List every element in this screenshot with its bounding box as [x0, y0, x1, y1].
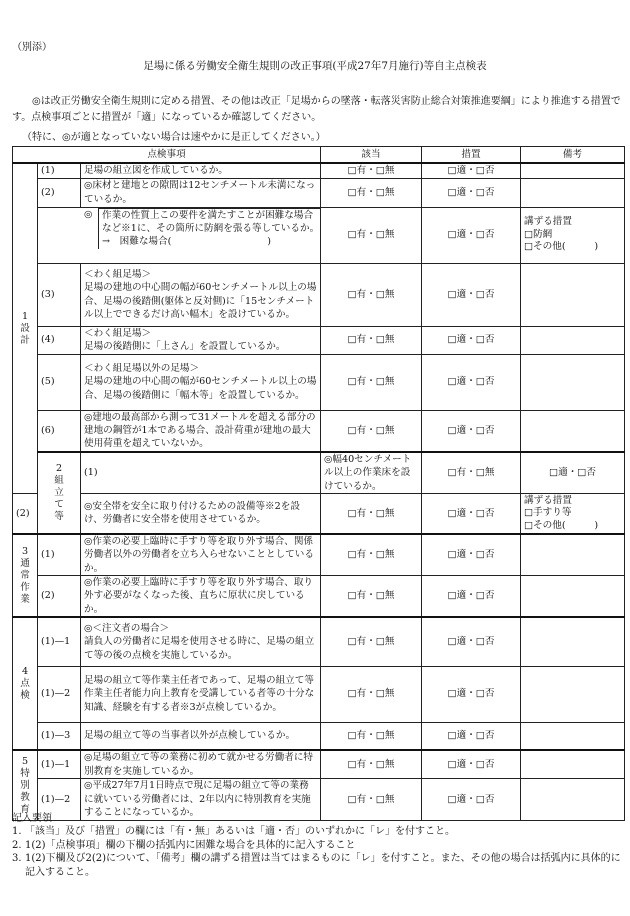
- table-row: [13, 494, 625, 534]
- remarks-measures[interactable]: 講ずる措置 □手すり等 □その他( ): [521, 494, 625, 534]
- table-row: [13, 617, 625, 666]
- section-1-cell: [13, 163, 38, 494]
- instructions-heading: 記入要領: [12, 813, 52, 824]
- remarks-measures[interactable]: 講ずる措置 □防網 □その他( ): [521, 207, 625, 263]
- applicable-checkbox[interactable]: □有・□無: [321, 666, 422, 722]
- row-item: ◎平成27年7月1日時点で現に足場の組立て等の業務に就いている労働者には、2年以内に特別教育を実施することになっているか。: [81, 778, 321, 820]
- measure-checkbox[interactable]: □適・□否: [422, 494, 521, 534]
- header-applicable: 該当: [321, 147, 422, 164]
- instruction-line: 1. 「該当」及び「措置」の欄には「有・無」あるいは「適・否」のいずれかに「レ」を付すこと。: [12, 826, 455, 838]
- row-number: (1)—1: [38, 750, 81, 778]
- instructions: [12, 812, 624, 879]
- row-number: (3): [38, 263, 81, 326]
- section-5-cell: [13, 750, 38, 820]
- table-row: [13, 575, 625, 617]
- table-row: [13, 722, 625, 750]
- section-label: 組立て等: [54, 475, 64, 523]
- measure-checkbox[interactable]: □適・□否: [422, 163, 521, 178]
- row-number: (1)—1: [38, 617, 81, 666]
- remarks-cell: [521, 534, 625, 576]
- measure-checkbox[interactable]: □適・□否: [422, 207, 521, 263]
- table-row: [13, 452, 625, 494]
- applicable-checkbox[interactable]: □有・□無: [321, 534, 422, 576]
- row-number: (1): [38, 163, 81, 178]
- remarks-cell: [521, 410, 625, 452]
- table-row: [13, 354, 625, 410]
- section-label: 特別教育: [20, 768, 30, 816]
- remarks-cell: [521, 750, 625, 778]
- section-4-cell: [13, 617, 38, 750]
- table-row: [13, 326, 625, 354]
- row-item: ◎作業の必要上臨時に手すり等を取り外す場合、関係労働者以外の労働者を立ち入らせないこととしているか。: [81, 534, 321, 576]
- measure-checkbox[interactable]: □適・□否: [422, 750, 521, 778]
- applicable-checkbox[interactable]: □有・□無: [321, 207, 422, 263]
- section-label: 点検: [20, 678, 30, 702]
- measure-checkbox[interactable]: □適・□否: [521, 452, 625, 494]
- row-number: (5): [38, 354, 81, 410]
- applicable-checkbox[interactable]: □有・□無: [321, 163, 422, 178]
- measure-checkbox[interactable]: □適・□否: [422, 410, 521, 452]
- applicable-checkbox[interactable]: □有・□無: [321, 354, 422, 410]
- remarks-cell: [521, 354, 625, 410]
- row-item: ◎＜注文者の場合＞ 請負人の労働者に足場を使用させる時に、足場の組立て等の後の点検を実施しているか。: [81, 617, 321, 666]
- row-number: (1)—2: [38, 778, 81, 820]
- remarks-cell: [521, 163, 625, 178]
- table-row: [13, 263, 625, 326]
- table-row: [13, 178, 625, 207]
- remarks-cell: [521, 326, 625, 354]
- section-number: 5: [21, 755, 29, 767]
- measure-checkbox[interactable]: □適・□否: [422, 354, 521, 410]
- measure-checkbox[interactable]: □適・□否: [422, 263, 521, 326]
- row-number: (1): [38, 534, 81, 576]
- applicable-checkbox[interactable]: □有・□無: [321, 494, 422, 534]
- row-item: ＜わく組足場以外の足場＞ 足場の建地の中心間の幅が60センチメートル以上の場合、足場の後踏側に「幅木等」を設置しているか。: [81, 354, 321, 410]
- document-title: 足場に係る労働安全衛生規則の改正事項(平成27年7月施行)等自主点検表: [143, 60, 487, 72]
- header-measure: 措置: [422, 147, 521, 164]
- header-item: 点検事項: [13, 147, 321, 164]
- applicable-checkbox[interactable]: □有・□無: [321, 617, 422, 666]
- remarks-cell: [521, 617, 625, 666]
- difficult-case-field[interactable]: → 困難な場合( ): [102, 236, 272, 248]
- annex-label: （別添）: [12, 42, 52, 53]
- section-label: 通常作業: [20, 557, 30, 605]
- applicable-checkbox[interactable]: □有・□無: [321, 778, 422, 820]
- section-number: 4: [21, 665, 29, 677]
- applicable-checkbox[interactable]: □有・□無: [321, 722, 422, 750]
- row-item: ◎作業の必要上臨時に手すり等を取り外す場合、取り外す必要がなくなった後、直ちに原状に戻しているか。: [81, 575, 321, 617]
- checklist-table: [12, 146, 625, 821]
- remarks-cell: [521, 178, 625, 207]
- applicable-checkbox[interactable]: □有・□無: [321, 410, 422, 452]
- table-row: [13, 207, 625, 263]
- row-item: 足場の組立図を作成しているか。: [81, 163, 321, 178]
- applicable-checkbox[interactable]: □有・□無: [321, 263, 422, 326]
- note-text: （特に、◎が適となっていない場合は速やかに是正してください。）: [22, 132, 326, 143]
- remarks-cell: [521, 263, 625, 326]
- sub-mark: ◎: [84, 208, 93, 220]
- section-3-cell: [13, 534, 38, 617]
- measure-checkbox[interactable]: □適・□否: [422, 778, 521, 820]
- row-item: ◎幅40センチメートル以上の作業床を設けているか。: [321, 452, 422, 494]
- row-number: (1): [81, 452, 321, 494]
- row-number: (2): [38, 575, 81, 617]
- row-item: ＜わく組足場＞ 足場の後踏側に「上さん」を設置しているか。: [81, 326, 321, 354]
- row-number: (6): [38, 410, 81, 452]
- section-number: 3: [21, 545, 29, 557]
- measure-checkbox[interactable]: □適・□否: [422, 666, 521, 722]
- table-row: [13, 750, 625, 778]
- remarks-cell: [521, 666, 625, 722]
- row-item: ◎床材と建地との隙間は12センチメートル未満になっているか。: [81, 178, 321, 207]
- measure-checkbox[interactable]: □適・□否: [422, 178, 521, 207]
- row-item: ◎安全帯を安全に取り付けるための設備等※2を設け、労働者に安全帯を使用させているか。: [81, 494, 321, 534]
- row-number: (2): [38, 178, 81, 207]
- table-row: [13, 666, 625, 722]
- table-row: [13, 163, 625, 178]
- row-number: (4): [38, 326, 81, 354]
- table-header-row: [13, 147, 625, 164]
- instruction-line: 2. 1(2)「点検事項」欄の下欄の括弧内に困難な場合を具体的に記入すること: [12, 839, 356, 851]
- section-number: 2: [55, 462, 63, 474]
- row-item: ＜わく組足場＞ 足場の建地の中心間の幅が60センチメートル以上の場合、足場の後踏側(躯体と反対側)に「15センチメートル以上でできるだけ高い幅木」を設けているか。: [81, 263, 321, 326]
- row-item: 足場の組立て等の当事者以外が点検しているか。: [81, 722, 321, 750]
- table-row: [13, 410, 625, 452]
- section-label: 設計: [20, 323, 30, 347]
- applicable-checkbox[interactable]: □有・□無: [321, 575, 422, 617]
- row-number: (1)—2: [38, 666, 81, 722]
- sub-item-text: 作業の性質上この要件を満たすことが困難な場合など※1に、その箇所に防網を張る等しているか。: [102, 209, 320, 234]
- applicable-checkbox[interactable]: □有・□無: [321, 750, 422, 778]
- applicable-checkbox[interactable]: □有・□無: [321, 178, 422, 207]
- measure-checkbox[interactable]: □適・□否: [422, 575, 521, 617]
- intro-text: ◎は改正労働安全衛生規則に定める措置、その他は改正「足場からの墜落・転落災害防止総合対策推進要綱」により推進する措置です。点検事項ごとに措置が「適」になっているか確認してください。: [12, 96, 621, 123]
- measure-checkbox[interactable]: □適・□否: [422, 617, 521, 666]
- remarks-cell: [521, 575, 625, 617]
- row-item: ◎足場の組立て等の業務に初めて就かせる労働者に特別教育を実施しているか。: [81, 750, 321, 778]
- section-2-cell: [38, 452, 81, 534]
- header-remarks: 備考: [521, 147, 625, 164]
- sub-item-cell: [38, 207, 321, 263]
- section-number: 1: [21, 310, 29, 322]
- applicable-checkbox[interactable]: □有・□無: [422, 452, 521, 494]
- row-item: 足場の組立て等作業主任者であって、足場の組立て等作業主任者能力向上教育を受講している者等の十分な知識、経験を有する者※3が点検しているか。: [81, 666, 321, 722]
- remarks-cell: [521, 722, 625, 750]
- measure-checkbox[interactable]: □適・□否: [422, 326, 521, 354]
- measure-checkbox[interactable]: □適・□否: [422, 722, 521, 750]
- measure-checkbox[interactable]: □適・□否: [422, 534, 521, 576]
- row-number: (2): [13, 494, 38, 534]
- applicable-checkbox[interactable]: □有・□無: [321, 326, 422, 354]
- row-item: ◎建地の最高部から測って31メートルを超える部分の建地の鋼管が1本である場合、設計荷重が建地の最大使用荷重を超えていないか。: [81, 410, 321, 452]
- instruction-line: 3. 1(2)下欄及び2(2)について、「備考」欄の講ずる措置は当てはまるものに「レ」を付すこと。また、その他の場合は括弧内に具体的に記入すること。: [12, 853, 621, 878]
- row-number: (1)—3: [38, 722, 81, 750]
- table-row: [13, 534, 625, 576]
